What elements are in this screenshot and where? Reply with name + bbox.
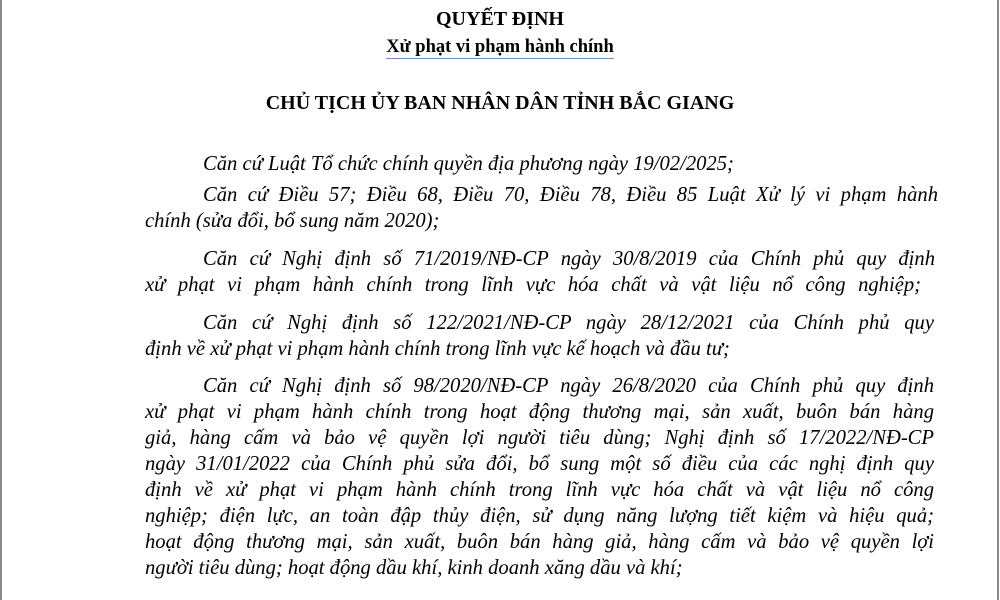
- basis-5-line-8: người tiêu dùng; hoạt động dầu khí, kinh doanh xăng dầu và khí;: [145, 557, 683, 579]
- page-right-edge: [997, 0, 999, 600]
- basis-5-line-1: Căn cứ Nghị định số 98/2020/NĐ-CP ngày 26/8/2020 của Chính phủ quy định: [203, 375, 934, 397]
- basis-3-line-2: xử phạt vi phạm hành chính trong lĩnh vực hóa chất và vật liệu nổ công nghiệp;: [145, 274, 921, 296]
- basis-4-line-2: định về xử phạt vi phạm hành chính trong lĩnh vực kế hoạch và đầu tư;: [145, 338, 730, 360]
- basis-5-line-5: định về xử phạt vi phạm hành chính trong lĩnh vực hóa chất và vật liệu nổ công: [145, 479, 934, 501]
- basis-5-line-7: hoạt động thương mại, sản xuất, buôn bán hàng giả, hàng cấm và bảo vệ quyền lợi: [145, 531, 934, 553]
- decision-subtitle-text: Xử phạt vi phạm hành chính: [386, 37, 614, 57]
- basis-5-line-3: giả, hàng cấm và bảo vệ quyền lợi người tiêu dùng; Nghị định số 17/2022/NĐ-CP: [145, 427, 934, 449]
- basis-2-line-1: Căn cứ Điều 57; Điều 68, Điều 70, Điều 78, Điều 85 Luật Xử lý vi phạm hành: [203, 184, 938, 206]
- decision-title: QUYẾT ĐỊNH: [436, 8, 564, 30]
- basis-5-line-2: xử phạt vi phạm hành chính trong hoạt động thương mại, sản xuất, buôn bán hàng: [145, 401, 934, 423]
- basis-5-line-6: nghiệp; điện lực, an toàn đập thủy điện, sử dụng năng lượng tiết kiệm và hiệu quả;: [145, 505, 934, 527]
- basis-5-line-4: ngày 31/01/2022 của Chính phủ sửa đổi, bổ sung một số điều của các nghị định quy: [145, 453, 934, 475]
- issuing-authority: CHỦ TỊCH ỦY BAN NHÂN DÂN TỈNH BẮC GIANG: [265, 92, 735, 114]
- page-left-edge: [0, 0, 2, 600]
- decision-subtitle: [0, 37, 1000, 58]
- basis-4-line-1: Căn cứ Nghị định số 122/2021/NĐ-CP ngày 28/12/2021 của Chính phủ quy: [203, 312, 934, 334]
- basis-3-line-1: Căn cứ Nghị định số 71/2019/NĐ-CP ngày 30/8/2019 của Chính phủ quy định: [203, 248, 935, 270]
- basis-1-line-1: Căn cứ Luật Tổ chức chính quyền địa phương ngày 19/02/2025;: [203, 153, 734, 175]
- basis-2-line-2: chính (sửa đổi, bổ sung năm 2020);: [145, 210, 440, 232]
